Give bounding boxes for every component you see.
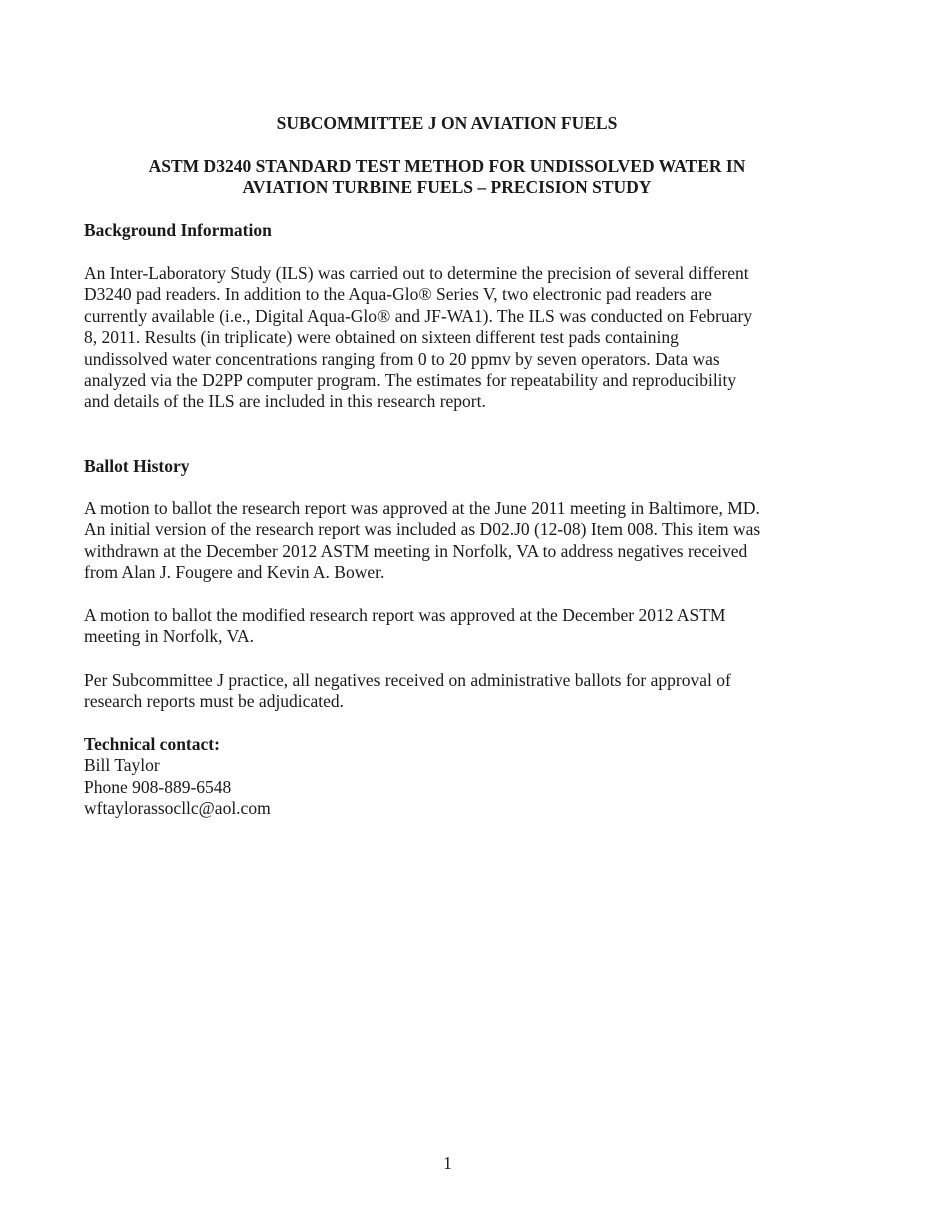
contact-email: wftaylorassocllc@aol.com	[84, 798, 271, 819]
ballot-paragraph-2	[84, 605, 819, 648]
background-line: An Inter-Laboratory Study (ILS) was carried out to determine the precision of several different	[84, 263, 749, 283]
ballot-line: withdrawn at the December 2012 ASTM meeting in Norfolk, VA to address negatives received	[84, 540, 748, 561]
study-title-line: ASTM D3240 STANDARD TEST METHOD FOR UNDISSOLVED WATER IN	[148, 156, 746, 176]
ballot-line: research reports must be adjudicated.	[84, 691, 344, 712]
background-line: 8, 2011. Results (in triplicate) were obtained on sixteen different test pads containing	[84, 327, 679, 348]
ballot-line: An initial version of the research report was included as D02.J0 (12-08) Item 008. This item was	[84, 519, 761, 540]
background-heading: Background Information	[84, 220, 272, 240]
ballot-history-heading: Ballot History	[84, 456, 190, 476]
background-line: undissolved water concentrations ranging from 0 to 20 ppmv by seven operators. Data was	[84, 348, 720, 369]
background-line: D3240 pad readers. In addition to the Aqua-Glo® Series V, two electronic pad readers are	[84, 284, 712, 305]
background-line: analyzed via the D2PP computer program. The estimates for repeatability and reproducibility	[84, 370, 737, 391]
page-number: 1	[443, 1153, 452, 1173]
background-paragraph	[84, 263, 819, 413]
study-title	[84, 156, 810, 198]
background-line: and details of the ILS are included in this research report.	[84, 391, 486, 412]
ballot-paragraph-1	[84, 498, 819, 584]
ballot-line: A motion to ballot the modified research report was approved at the December 2012 ASTM	[84, 605, 726, 625]
ballot-paragraph-3	[84, 670, 819, 713]
contact-label: Technical contact:	[84, 734, 220, 754]
contact-phone: Phone 908-889-6548	[84, 776, 232, 797]
study-title-line: AVIATION TURBINE FUELS – PRECISION STUDY	[242, 177, 652, 197]
background-line: currently available (i.e., Digital Aqua-Glo® and JF-WA1). The ILS was conducted on February	[84, 305, 753, 326]
technical-contact	[84, 734, 819, 820]
ballot-line: A motion to ballot the research report was approved at the June 2011 meeting in Baltimore, MD.	[84, 498, 760, 518]
ballot-line: Per Subcommittee J practice, all negatives received on administrative ballots for approval of	[84, 670, 731, 690]
committee-title: SUBCOMMITTEE J ON AVIATION FUELS	[276, 113, 618, 133]
contact-name: Bill Taylor	[84, 755, 160, 776]
ballot-line: from Alan J. Fougere and Kevin A. Bower.	[84, 562, 385, 583]
ballot-line: meeting in Norfolk, VA.	[84, 626, 254, 647]
